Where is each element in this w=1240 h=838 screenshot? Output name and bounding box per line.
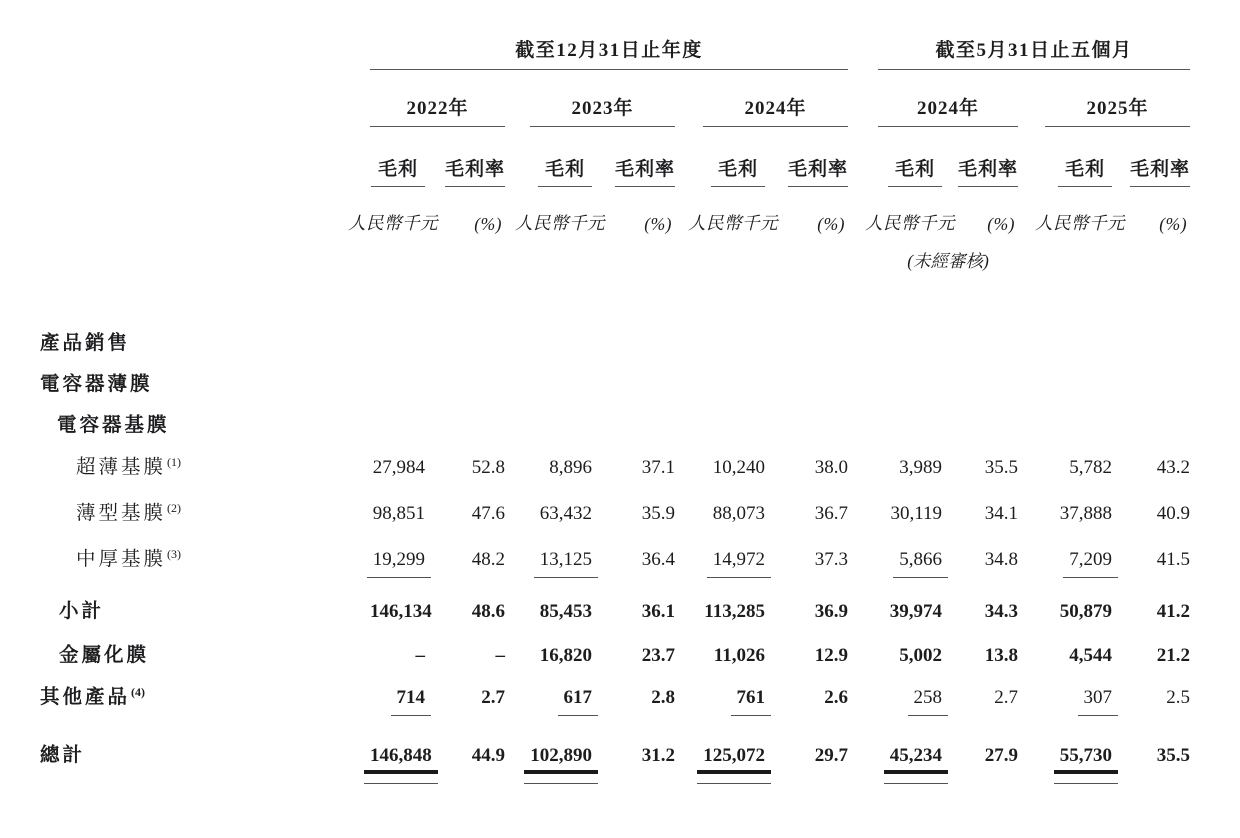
value-cell [1018,480,1112,526]
gross-profit-header: 毛利 [878,127,942,187]
table-row [40,668,1190,710]
row-label-text: 電容器基膜 [57,415,170,436]
column-gap [848,356,878,397]
value: 3,989 [899,457,943,478]
value-cell [1112,668,1190,710]
value: 12.9 [814,645,849,666]
value: 36.7 [814,503,849,524]
value-cell [592,572,675,624]
value-cell [765,572,848,624]
column-gap [848,127,878,187]
row-label [40,397,370,438]
table-row [40,480,1190,526]
row-label-text: 薄型基膜 [76,503,167,524]
value-cell [505,526,592,572]
column-gap [848,70,878,127]
table-row [40,397,1190,438]
value-cell [1018,397,1112,438]
prospectus-page [0,28,1240,838]
unit-percent: (%) [474,214,502,234]
value-cell [1112,480,1190,526]
value-cell [675,710,765,768]
value-cell [592,438,675,480]
value-cell [942,668,1018,710]
value-cell [675,668,765,710]
column-gap [848,438,878,480]
value: 37,888 [1059,503,1113,524]
value: 39,974 [889,601,943,622]
value: 10,240 [712,457,765,478]
gross-profit-header: 毛利 [505,127,592,187]
footnote-marker: (4) [131,685,146,699]
unit-percent: (%) [644,214,672,234]
gross-margin-header: 毛利率 [765,127,848,187]
value: 29.7 [814,745,849,766]
value-cell [942,572,1018,624]
value: 31.2 [641,745,675,766]
value: 34.1 [984,503,1019,524]
value: 146,134 [370,601,432,622]
value: 714 [396,687,425,708]
value-cell [765,480,848,526]
value-cell [425,668,505,710]
period-header-five-months [878,28,1190,70]
value: 52.8 [471,457,505,478]
value-cell [1112,438,1190,480]
value-cell [1018,438,1112,480]
value: 43.2 [1156,457,1191,478]
value: 47.6 [471,503,505,524]
value: 761 [736,687,765,708]
unit-percent: (%) [1159,214,1188,234]
value-cell [1018,356,1112,397]
value: 30,119 [890,503,943,524]
value: 98,851 [372,503,425,524]
value-cell [1112,526,1190,572]
value: 307 [1083,687,1113,708]
year-2022: 2022年 [370,70,505,127]
year-2025-5m: 2025年 [1018,70,1190,127]
value-cell [675,480,765,526]
column-gap [848,710,878,768]
gross-profit-header: 毛利 [675,127,765,187]
row-label [40,480,370,526]
value-cell [425,480,505,526]
table-gap-row [40,277,1190,316]
value-cell [425,572,505,624]
column-gap [848,480,878,526]
value-cell [675,624,765,668]
value-cell [765,526,848,572]
gross-margin-header: 毛利率 [942,127,1018,187]
year-row [40,70,1190,127]
value-cell [592,526,675,572]
gross-profit-header: 毛利 [370,127,425,187]
value: 617 [563,687,592,708]
value-cell [505,438,592,480]
value-cell [765,316,848,356]
value: 48.2 [471,549,505,570]
value-cell [592,710,675,768]
value-cell [592,356,675,397]
value-cell [425,526,505,572]
value: 38.0 [814,457,849,478]
row-label [40,438,370,480]
unit-amount: 人民幣千元 [865,213,956,233]
table-row [40,710,1190,768]
value-cell [505,397,592,438]
value-cell [878,356,942,397]
value-cell [675,356,765,397]
value: 34.8 [984,549,1019,570]
value: 40.9 [1156,503,1191,524]
value-cell [370,624,425,668]
value: – [415,645,425,666]
value-cell [1018,668,1112,710]
year-2023: 2023年 [505,70,675,127]
value: 88,073 [712,503,765,524]
value: 11,026 [713,645,765,666]
value-cell [370,438,425,480]
value: 258 [913,687,943,708]
unaudited-note-row [40,235,1190,277]
value: 48.6 [471,601,505,622]
value: 27,984 [372,457,425,478]
unit-amount: 人民幣千元 [1035,213,1126,233]
table-row [40,438,1190,480]
row-label [40,526,370,572]
value-cell [675,526,765,572]
value-cell [675,438,765,480]
value: 102,890 [530,745,592,766]
value: 41.2 [1156,601,1191,622]
value: 45,234 [889,745,943,766]
value-cell [370,710,432,768]
value-cell [942,316,1018,356]
value-cell [675,572,765,624]
row-label-text: 小計 [59,601,105,622]
value-cell [370,316,425,356]
value-cell [878,668,942,710]
row-label [40,572,370,624]
table-row [40,572,1190,624]
value-cell [1112,397,1190,438]
value-cell [505,710,592,768]
value-cell [878,572,942,624]
value: 7,209 [1069,549,1113,570]
value: 27.9 [984,745,1019,766]
period-title-five-months: 截至5月31日止五個月 [878,35,1190,70]
value: 125,072 [703,745,765,766]
year-2024-5m: 2024年 [878,70,1018,127]
footnote-marker: (1) [167,455,182,469]
unit-amount: 人民幣千元 [348,213,438,233]
value-cell [675,397,765,438]
value-cell [425,397,505,438]
row-label [40,624,370,668]
value: 2.7 [481,687,505,708]
value-cell [878,480,942,526]
value-cell [878,438,942,480]
table-row [40,624,1190,668]
value-cell [942,356,1018,397]
value-cell [765,397,848,438]
value: 5,002 [899,645,943,666]
value-cell [425,624,505,668]
column-gap [848,572,878,624]
value-cell [505,668,592,710]
value-cell [1112,356,1190,397]
value: – [495,645,505,666]
value: 113,285 [704,601,765,622]
value: 44.9 [471,745,505,766]
value-cell [370,668,425,710]
value: 37.3 [814,549,849,570]
value-cell [878,624,942,668]
value-cell [878,316,942,356]
row-label-text: 金屬化膜 [59,645,150,666]
value-cell [370,397,425,438]
footnote-marker: (3) [167,547,182,561]
table-row [40,526,1190,572]
value-cell [1112,572,1190,624]
value: 2.7 [994,687,1019,708]
value-cell [425,438,505,480]
unit-amount: 人民幣千元 [515,213,605,233]
value-cell [765,624,848,668]
value: 63,432 [539,503,592,524]
value: 34.3 [984,601,1019,622]
value-cell [370,356,425,397]
column-gap [848,235,878,277]
value-cell [765,438,848,480]
value-cell [765,356,848,397]
period-title-annual: 截至12月31日止年度 [370,35,848,70]
value: 50,879 [1059,601,1113,622]
value: 35.9 [641,503,675,524]
value-cell [942,438,1018,480]
value: 16,820 [539,645,592,666]
row-label [40,668,370,710]
unit-amount: 人民幣千元 [688,213,778,233]
value-cell [592,624,675,668]
value-cell [942,624,1018,668]
row-label-text: 中厚基膜 [76,549,167,570]
footnote-marker: (2) [167,501,182,515]
value: 35.5 [984,457,1019,478]
value-cell [505,572,592,624]
value: 85,453 [539,601,592,622]
gross-margin-header: 毛利率 [425,127,505,187]
table-row [40,356,1190,397]
value-cell [1018,316,1112,356]
value-cell [765,710,848,768]
row-label [40,356,370,397]
value-cell [878,397,942,438]
value: 5,866 [899,549,943,570]
value: 19,299 [372,549,425,570]
value-cell [878,710,942,768]
value: 55,730 [1059,745,1113,766]
value: 146,848 [370,745,432,766]
value-cell [592,397,675,438]
row-label-text: 其他產品 [40,687,131,708]
unit-percent: (%) [987,214,1016,234]
column-gap [848,624,878,668]
value: 2.6 [824,687,849,708]
value: 41.5 [1156,549,1191,570]
value-cell [1018,710,1112,768]
value-cell [1112,316,1190,356]
value: 8,896 [549,457,592,478]
value-cell [942,526,1018,572]
value-cell [505,480,592,526]
value-cell [425,316,505,356]
value-cell [505,316,592,356]
value-cell [1018,526,1112,572]
table-body [40,277,1190,768]
column-gap [848,28,878,70]
value: 37.1 [641,457,675,478]
value: 21.2 [1156,645,1191,666]
value-cell [370,572,432,624]
value: 36.9 [814,601,849,622]
value: 13.8 [984,645,1019,666]
value-cell [592,316,675,356]
value-cell [942,397,1018,438]
row-label [40,316,370,356]
gross-profit-table [40,28,1190,768]
gross-margin-header: 毛利率 [592,127,675,187]
unit-percent: (%) [817,214,846,234]
row-label-text: 電容器薄膜 [40,374,153,395]
column-gap [848,397,878,438]
column-gap [848,316,878,356]
value: 14,972 [712,549,765,570]
period-group-row [40,28,1190,70]
value: 35.5 [1156,745,1191,766]
unaudited-note: (未經審核) [907,251,989,271]
column-gap [848,526,878,572]
value-cell [765,668,848,710]
value-cell [675,316,765,356]
value-cell [370,480,425,526]
table-row [40,316,1190,356]
column-gap [848,668,878,710]
gross-profit-header: 毛利 [1018,127,1112,187]
row-label-text: 超薄基膜 [76,457,167,478]
year-2024: 2024年 [675,70,848,127]
value-cell [1112,710,1190,768]
value: 36.4 [641,549,675,570]
value-cell [592,668,675,710]
value: 5,782 [1069,457,1113,478]
row-label-text: 總計 [40,745,86,766]
value-cell [1018,624,1112,668]
value: 2.8 [651,687,675,708]
period-header-annual [370,28,848,70]
value: 4,544 [1069,645,1113,666]
value-cell [505,624,592,668]
row-label-text: 產品銷售 [40,333,131,354]
value-cell [592,480,675,526]
value: 23.7 [641,645,675,666]
value: 13,125 [539,549,592,570]
value: 36.1 [641,601,675,622]
unit-row [40,187,1190,235]
value-cell [425,356,505,397]
label-col-header [40,28,370,70]
value-cell [370,526,425,572]
row-label [40,710,370,768]
value-cell [425,710,505,768]
value-cell [1112,624,1190,668]
value: 2.5 [1166,687,1191,708]
gross-margin-header: 毛利率 [1112,127,1190,187]
value-cell [942,710,1018,768]
measure-row [40,127,1190,187]
value-cell [942,480,1018,526]
value-cell [1018,572,1112,624]
value-cell [505,356,592,397]
value-cell [878,526,942,572]
